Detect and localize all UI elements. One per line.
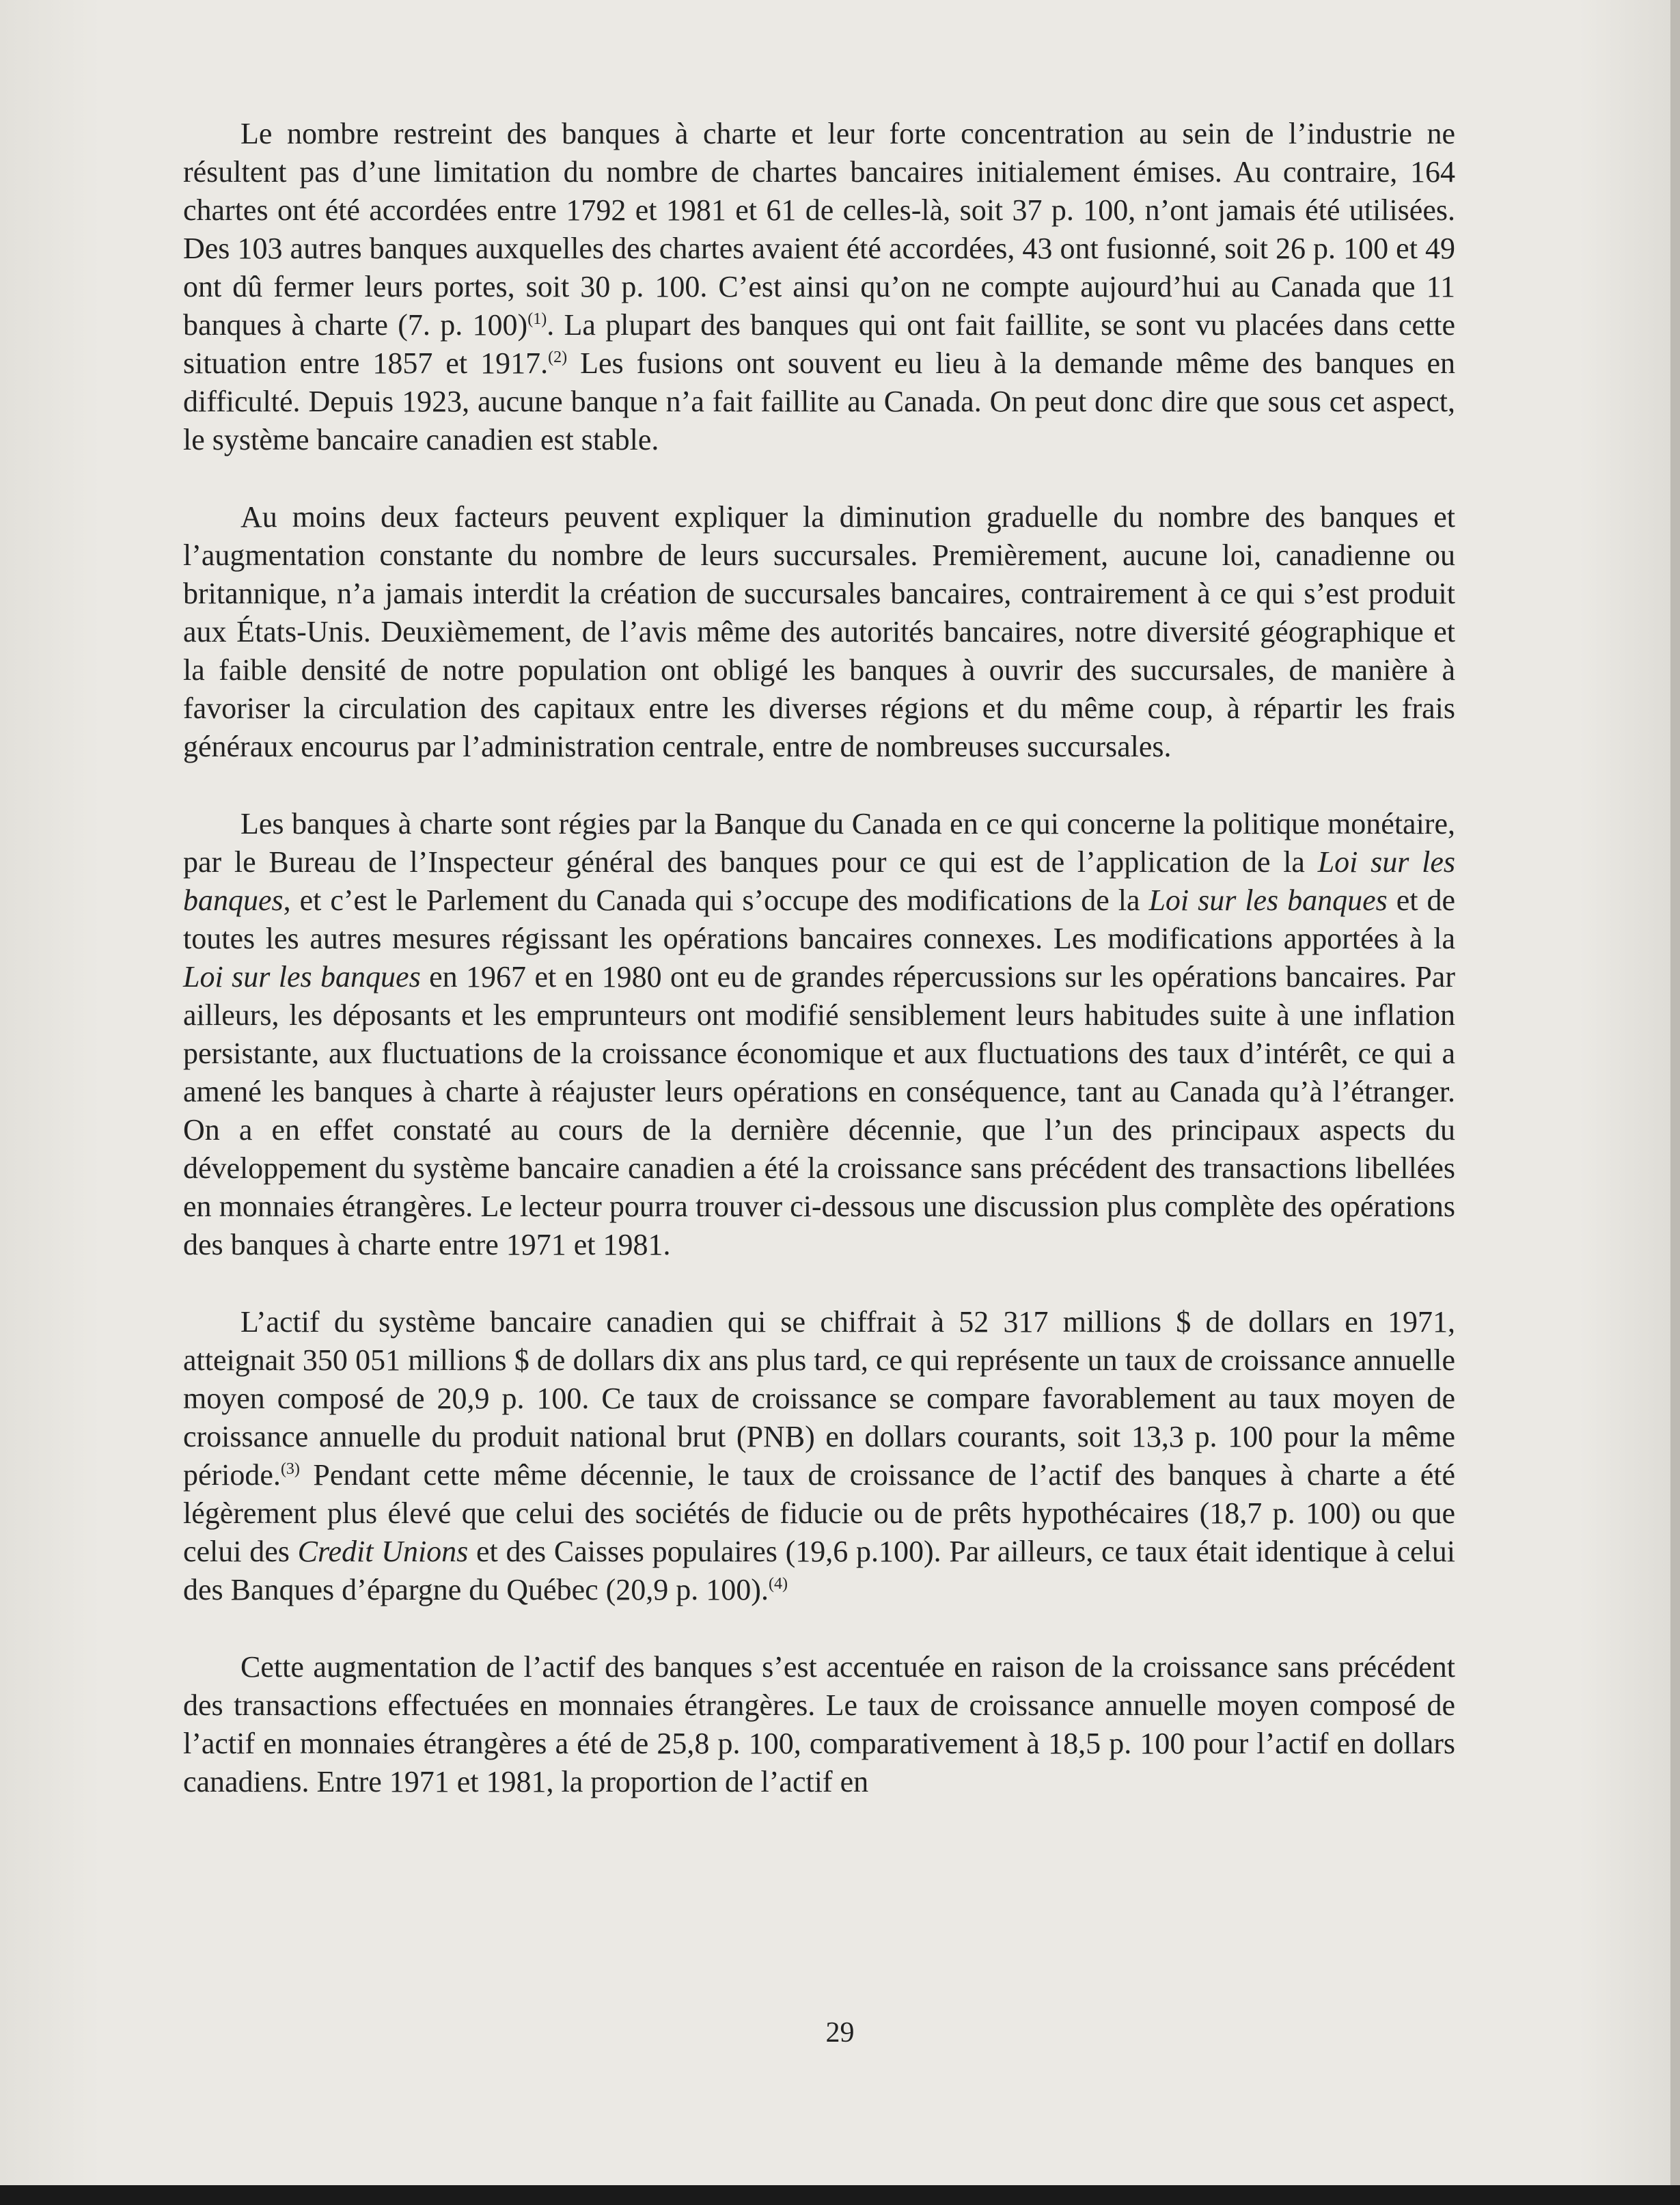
paragraph bbox=[183, 115, 1455, 459]
text-run: Les fusions ont souvent eu lieu à la demande même des banques en difficulté. Depuis 1923, aucune banque n’a fait faillite au Canada. On peut donc dire que sous cet aspect, le système bancaire canadien est stable. bbox=[183, 346, 1455, 456]
paragraph bbox=[183, 805, 1455, 1264]
text-run: , et c’est le Parlement du Canada qui s’occupe des modifications de la bbox=[283, 884, 1149, 917]
footnote-marker: (4) bbox=[768, 1575, 788, 1593]
text-run: Les banques à charte sont régies par la Banque du Canada en ce qui concerne la politique monétaire, par le Bureau de l’Inspecteur général des banques pour ce qui est de l’application de la bbox=[183, 807, 1455, 879]
page-number: 29 bbox=[825, 2017, 855, 2049]
paragraph bbox=[183, 498, 1455, 766]
footnote-marker: (3) bbox=[280, 1460, 300, 1478]
footnote-marker: (2) bbox=[548, 348, 568, 366]
paragraph bbox=[183, 1303, 1455, 1609]
italic-text: Loi sur les banques bbox=[183, 845, 1455, 917]
italic-text: Loi sur les banques bbox=[183, 960, 421, 994]
italic-text: Credit Unions bbox=[297, 1535, 469, 1568]
text-run: et des Caisses populaires (19,6 p.100). Par ailleurs, ce taux était identique à celui des Banques d’épargne du Québec (20,9 p. 100). bbox=[183, 1535, 1455, 1606]
text-run: en 1967 et en 1980 ont eu de grandes répercussions sur les opérations bancaires. Par ailleurs, les déposants et les emprunteurs ont modifié sensiblement leurs habitudes suite à une inflation persistante, aux fluctuations de la croissance économique et aux fluctuations des taux d’intérêt, ce qui a amené les banques à charte à réajuster leurs opérations en conséquence, tant au Canada qu’à l’étranger. On a en effet constaté au cours de la dernière décennie, que l’un des principaux aspects du développement du système bancaire canadien a été la croissance sans précédent des transactions libellées en monnaies étrangères. Le lecteur pourra trouver ci-dessous une discussion plus complète des opérations des banques à charte entre 1971 et 1981. bbox=[183, 960, 1455, 1261]
text-run: . La plupart des banques qui ont fait faillite, se sont vu placées dans cette situation entre 1857 et 1917. bbox=[183, 308, 1455, 380]
italic-text: Loi sur les banques bbox=[1148, 884, 1388, 917]
text-run: L’actif du système bancaire canadien qui se chiffrait à 52 317 millions $ de dollars en 1971, atteignait 350 051 millions $ de dollars dix ans plus tard, ce qui représente un taux de croissance annuelle moyen composé de 20,9 p. 100. Ce taux de croissance se compare favorablement au taux moyen de croissance annuelle du produit national brut (PNB) en dollars courants, soit 13,3 p. 100 pour la même période. bbox=[183, 1305, 1455, 1492]
text-run: Le nombre restreint des banques à charte et leur forte concentration au sein de l’industrie ne résultent pas d’une limitation du nombre de chartes bancaires initialement émises. Au contraire, 164 chartes ont été accordées entre 1792 et 1981 et 61 de celles-là, soit 37 p. 100, n’ont jamais été utilisées. Des 103 autres banques auxquelles des chartes avaient été accordées, 43 ont fusionné, soit 26 p. 100 et 49 ont dû fermer leurs portes, soit 30 p. 100. C’est ainsi qu’on ne compte aujourd’hui au Canada que 11 banques à charte (7. p. 100) bbox=[183, 117, 1455, 342]
text-run: et de toutes les autres mesures régissant les opérations bancaires connexes. Les modifications apportées à la bbox=[183, 884, 1455, 955]
footnote-marker: (1) bbox=[527, 310, 547, 328]
paragraph bbox=[183, 1648, 1455, 1801]
text-run: Au moins deux facteurs peuvent expliquer la diminution graduelle du nombre des banques et l’augmentation constante du nombre de leurs succursales. Premièrement, aucune loi, canadienne ou britannique, n’a jamais interdit la création de succursales bancaires, contrairement à ce qui s’est produit aux États-Unis. Deuxièmement, de l’avis même des autorités bancaires, notre diversité géographique et la faible densité de notre population ont obligé les banques à ouvrir des succursales, de manière à favoriser la circulation des capitaux entre les diverses régions et du même coup, à répartir les frais généraux encourus par l’administration centrale, entre de nombreuses succursales. bbox=[183, 500, 1455, 763]
body-text bbox=[183, 115, 1455, 1801]
text-run: Pendant cette même décennie, le taux de croissance de l’actif des banques à charte a été légèrement plus élevé que celui des sociétés de fiducie ou de prêts hypothécaires (18,7 p. 100) ou que celui des bbox=[183, 1458, 1455, 1568]
text-run: Cette augmentation de l’actif des banques s’est accentuée en raison de la croissance sans précédent des transactions effectuées en monnaies étrangères. Le taux de croissance annuelle moyen composé de l’actif en monnaies étrangères a été de 25,8 p. 100, comparativement à 18,5 p. 100 pour l’actif en dollars canadiens. Entre 1971 et 1981, la proportion de l’actif en bbox=[183, 1650, 1455, 1798]
page-binding-edge bbox=[1670, 0, 1680, 2185]
